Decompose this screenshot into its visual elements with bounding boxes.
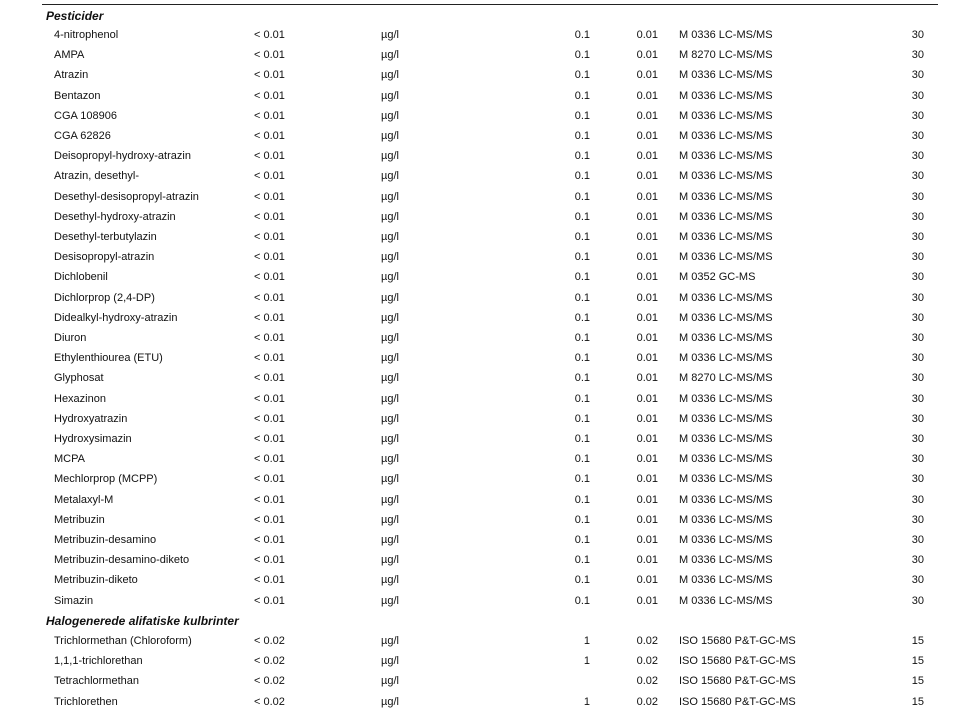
method: M 0336 LC-MS/MS — [679, 251, 773, 264]
count: 30 — [911, 170, 924, 183]
count: 30 — [911, 29, 924, 41]
count: 30 — [911, 473, 924, 486]
detection-limit: 0.01 — [636, 190, 658, 203]
method: M 0336 LC-MS/MS — [679, 534, 773, 546]
table-row — [0, 288, 976, 308]
result-value: < 0.01 — [254, 433, 285, 445]
count: 30 — [911, 433, 924, 445]
table-row — [0, 671, 976, 691]
method: M 0336 LC-MS/MS — [679, 473, 773, 486]
method: ISO 15680 P&T-GC-MS — [679, 655, 796, 668]
limit-value: 0.1 — [574, 49, 590, 62]
detection-limit: 0.01 — [636, 271, 658, 284]
result-value: < 0.01 — [254, 534, 285, 546]
analyte-name: CGA 62826 — [54, 130, 111, 142]
detection-limit: 0.01 — [636, 311, 658, 324]
result-value: < 0.01 — [254, 473, 285, 486]
unit: µg/l — [381, 251, 399, 264]
limit-value: 0.1 — [574, 493, 590, 506]
method: M 0336 LC-MS/MS — [679, 493, 773, 506]
unit: µg/l — [381, 635, 399, 647]
detection-limit: 0.01 — [636, 534, 658, 546]
method: ISO 15680 P&T-GC-MS — [679, 675, 796, 688]
limit-value: 0.1 — [574, 109, 590, 122]
method: M 0336 LC-MS/MS — [679, 332, 773, 344]
count: 30 — [911, 554, 924, 567]
result-value: < 0.01 — [254, 392, 285, 405]
limit-value: 0.1 — [574, 574, 590, 587]
method: M 0336 LC-MS/MS — [679, 594, 773, 607]
detection-limit: 0.01 — [636, 372, 658, 385]
result-value: < 0.01 — [254, 190, 285, 203]
limit-value: 0.1 — [574, 554, 590, 567]
analyte-name: Didealkyl-hydroxy-atrazin — [54, 311, 178, 324]
method: M 0336 LC-MS/MS — [679, 69, 773, 82]
unit: µg/l — [381, 352, 399, 365]
count: 30 — [911, 513, 924, 526]
count: 15 — [911, 695, 924, 708]
table-row — [0, 65, 976, 85]
method: M 0336 LC-MS/MS — [679, 311, 773, 324]
analyte-name: Dichlorprop (2,4-DP) — [54, 291, 155, 304]
table-row — [0, 469, 976, 489]
count: 15 — [911, 655, 924, 668]
method: M 0336 LC-MS/MS — [679, 554, 773, 567]
detection-limit: 0.01 — [636, 473, 658, 486]
table-row — [0, 45, 976, 65]
result-value: < 0.01 — [254, 210, 285, 223]
result-value: < 0.01 — [254, 493, 285, 506]
analyte-name: Desethyl-hydroxy-atrazin — [54, 210, 176, 223]
result-value: < 0.01 — [254, 372, 285, 385]
method: M 0336 LC-MS/MS — [679, 89, 773, 102]
detection-limit: 0.02 — [636, 655, 658, 668]
unit: µg/l — [381, 655, 399, 668]
limit-value: 0.1 — [574, 190, 590, 203]
count: 30 — [911, 89, 924, 102]
result-value: < 0.01 — [254, 251, 285, 264]
table-row — [0, 530, 976, 550]
method: M 0336 LC-MS/MS — [679, 352, 773, 365]
limit-value: 0.1 — [574, 534, 590, 546]
analyte-name: Metribuzin-desamino-diketo — [54, 554, 190, 567]
unit: µg/l — [381, 150, 399, 163]
detection-limit: 0.02 — [636, 675, 658, 688]
detection-limit: 0.02 — [636, 635, 658, 647]
count: 15 — [911, 635, 924, 647]
result-value: < 0.01 — [254, 89, 285, 102]
result-value: < 0.01 — [254, 574, 285, 587]
result-value: < 0.02 — [254, 635, 285, 647]
unit: µg/l — [381, 49, 399, 62]
unit: µg/l — [381, 130, 399, 142]
result-value: < 0.02 — [254, 655, 285, 668]
analyte-name: Simazin — [54, 594, 94, 607]
count: 30 — [911, 251, 924, 264]
count: 30 — [911, 372, 924, 385]
limit-value: 1 — [583, 695, 590, 708]
count: 15 — [911, 675, 924, 688]
analyte-name: Desethyl-desisopropyl-atrazin — [54, 190, 199, 203]
table-row — [0, 267, 976, 287]
method: M 0352 GC-MS — [679, 271, 756, 284]
result-value: < 0.01 — [254, 554, 285, 567]
analyte-name: AMPA — [54, 49, 85, 62]
table-row — [0, 166, 976, 186]
unit: µg/l — [381, 291, 399, 304]
analyte-name: Bentazon — [54, 89, 101, 102]
detection-limit: 0.01 — [636, 251, 658, 264]
detection-limit: 0.01 — [636, 352, 658, 365]
unit: µg/l — [381, 332, 399, 344]
unit: µg/l — [381, 89, 399, 102]
unit: µg/l — [381, 513, 399, 526]
limit-value: 0.1 — [574, 291, 590, 304]
result-value: < 0.01 — [254, 412, 285, 425]
unit: µg/l — [381, 311, 399, 324]
table-row — [0, 591, 976, 611]
detection-limit: 0.01 — [636, 412, 658, 425]
unit: µg/l — [381, 29, 399, 41]
detection-limit: 0.01 — [636, 433, 658, 445]
count: 30 — [911, 190, 924, 203]
table-row — [0, 106, 976, 126]
analyte-name: Ethylenthiourea (ETU) — [54, 352, 163, 365]
result-value: < 0.01 — [254, 130, 285, 142]
detection-limit: 0.01 — [636, 69, 658, 82]
analyte-name: Atrazin — [54, 69, 89, 82]
table-row — [0, 126, 976, 146]
limit-value: 1 — [583, 655, 590, 668]
result-value: < 0.01 — [254, 49, 285, 62]
analyte-name: Hydroxyatrazin — [54, 412, 128, 425]
section-title: Pesticider — [46, 9, 104, 23]
table-row — [0, 187, 976, 207]
method: ISO 15680 P&T-GC-MS — [679, 695, 796, 708]
count: 30 — [911, 534, 924, 546]
table-row — [0, 227, 976, 247]
unit: µg/l — [381, 412, 399, 425]
method: M 0336 LC-MS/MS — [679, 433, 773, 445]
count: 30 — [911, 69, 924, 82]
count: 30 — [911, 150, 924, 163]
count: 30 — [911, 130, 924, 142]
detection-limit: 0.01 — [636, 392, 658, 405]
limit-value: 0.1 — [574, 130, 590, 142]
method: M 0336 LC-MS/MS — [679, 150, 773, 163]
unit: µg/l — [381, 210, 399, 223]
detection-limit: 0.01 — [636, 513, 658, 526]
table-row — [0, 308, 976, 328]
detection-limit: 0.01 — [636, 49, 658, 62]
result-value: < 0.01 — [254, 69, 285, 82]
count: 30 — [911, 49, 924, 62]
limit-value: 0.1 — [574, 29, 590, 41]
method: M 0336 LC-MS/MS — [679, 170, 773, 183]
result-value: < 0.02 — [254, 675, 285, 688]
limit-value: 0.1 — [574, 412, 590, 425]
table-row — [0, 429, 976, 449]
analyte-name: Mechlorprop (MCPP) — [54, 473, 158, 486]
table-row — [0, 368, 976, 388]
unit: µg/l — [381, 190, 399, 203]
table-row — [0, 207, 976, 227]
table-row — [0, 490, 976, 510]
method: M 0336 LC-MS/MS — [679, 109, 773, 122]
limit-value: 0.1 — [574, 170, 590, 183]
result-value: < 0.01 — [254, 109, 285, 122]
table-row — [0, 651, 976, 671]
count: 30 — [911, 271, 924, 284]
unit: µg/l — [381, 695, 399, 708]
analyte-name: Desisopropyl-atrazin — [54, 251, 155, 264]
limit-value: 0.1 — [574, 332, 590, 344]
method: M 0336 LC-MS/MS — [679, 513, 773, 526]
limit-value: 0.1 — [574, 594, 590, 607]
unit: µg/l — [381, 473, 399, 486]
detection-limit: 0.01 — [636, 493, 658, 506]
result-value: < 0.01 — [254, 332, 285, 344]
limit-value: 0.1 — [574, 433, 590, 445]
method: M 0336 LC-MS/MS — [679, 291, 773, 304]
unit: µg/l — [381, 493, 399, 506]
count: 30 — [911, 109, 924, 122]
count: 30 — [911, 352, 924, 365]
result-value: < 0.01 — [254, 453, 285, 466]
table-row — [0, 146, 976, 166]
detection-limit: 0.01 — [636, 29, 658, 41]
result-value: < 0.01 — [254, 231, 285, 243]
analyte-name: MCPA — [54, 453, 85, 466]
analyte-name: Atrazin, desethyl- — [54, 170, 139, 183]
table-row — [0, 389, 976, 409]
table-row — [0, 25, 976, 45]
detection-limit: 0.01 — [636, 332, 658, 344]
unit: µg/l — [381, 392, 399, 405]
count: 30 — [911, 392, 924, 405]
analyte-name: Deisopropyl-hydroxy-atrazin — [54, 150, 191, 163]
unit: µg/l — [381, 109, 399, 122]
detection-limit: 0.01 — [636, 170, 658, 183]
method: M 0336 LC-MS/MS — [679, 392, 773, 405]
analyte-name: CGA 108906 — [54, 109, 117, 122]
analyte-name: 1,1,1-trichlorethan — [54, 655, 143, 668]
detection-limit: 0.01 — [636, 150, 658, 163]
limit-value: 0.1 — [574, 210, 590, 223]
analyte-name: Metribuzin — [54, 513, 105, 526]
unit: µg/l — [381, 170, 399, 183]
method: M 0336 LC-MS/MS — [679, 29, 773, 41]
limit-value: 0.1 — [574, 231, 590, 243]
method: M 0336 LC-MS/MS — [679, 190, 773, 203]
limit-value: 1 — [583, 635, 590, 647]
method: ISO 15680 P&T-GC-MS — [679, 635, 796, 647]
analyte-name: Glyphosat — [54, 372, 104, 385]
table-row — [0, 409, 976, 429]
method: M 0336 LC-MS/MS — [679, 574, 773, 587]
table-row — [0, 692, 976, 712]
unit: µg/l — [381, 372, 399, 385]
method: M 8270 LC-MS/MS — [679, 49, 773, 62]
unit: µg/l — [381, 453, 399, 466]
limit-value: 0.1 — [574, 372, 590, 385]
limit-value: 0.1 — [574, 473, 590, 486]
unit: µg/l — [381, 69, 399, 82]
limit-value: 0.1 — [574, 89, 590, 102]
unit: µg/l — [381, 594, 399, 607]
limit-value: 0.1 — [574, 453, 590, 466]
limit-value: 0.1 — [574, 311, 590, 324]
limit-value: 0.1 — [574, 392, 590, 405]
count: 30 — [911, 291, 924, 304]
detection-limit: 0.01 — [636, 594, 658, 607]
unit: µg/l — [381, 231, 399, 243]
detection-limit: 0.01 — [636, 210, 658, 223]
analyte-name: Diuron — [54, 332, 87, 344]
detection-limit: 0.01 — [636, 554, 658, 567]
method: M 0336 LC-MS/MS — [679, 130, 773, 142]
count: 30 — [911, 493, 924, 506]
limit-value: 0.1 — [574, 271, 590, 284]
table-row — [0, 631, 976, 651]
limit-value: 0.1 — [574, 352, 590, 365]
count: 30 — [911, 412, 924, 425]
detection-limit: 0.01 — [636, 291, 658, 304]
result-value: < 0.01 — [254, 291, 285, 304]
result-value: < 0.01 — [254, 311, 285, 324]
unit: µg/l — [381, 675, 399, 688]
detection-limit: 0.01 — [636, 89, 658, 102]
detection-limit: 0.01 — [636, 109, 658, 122]
count: 30 — [911, 332, 924, 344]
result-value: < 0.01 — [254, 150, 285, 163]
analyte-name: Trichlorethen — [54, 695, 118, 708]
table-row — [0, 570, 976, 590]
count: 30 — [911, 231, 924, 243]
result-value: < 0.01 — [254, 352, 285, 365]
method: M 8270 LC-MS/MS — [679, 372, 773, 385]
count: 30 — [911, 311, 924, 324]
analyte-name: Metribuzin-desamino — [54, 534, 157, 546]
analyte-name: Metribuzin-diketo — [54, 574, 138, 587]
table-row — [0, 247, 976, 267]
table-row — [0, 328, 976, 348]
detection-limit: 0.01 — [636, 574, 658, 587]
count: 30 — [911, 453, 924, 466]
unit: µg/l — [381, 433, 399, 445]
unit: µg/l — [381, 554, 399, 567]
limit-value: 0.1 — [574, 69, 590, 82]
analyte-name: Dichlobenil — [54, 271, 108, 284]
table-row — [0, 348, 976, 368]
detection-limit: 0.01 — [636, 130, 658, 142]
limit-value: 0.1 — [574, 150, 590, 163]
method: M 0336 LC-MS/MS — [679, 210, 773, 223]
detection-limit: 0.02 — [636, 695, 658, 708]
method: M 0336 LC-MS/MS — [679, 231, 773, 243]
analyte-name: Desethyl-terbutylazin — [54, 231, 157, 243]
analyte-name: Trichlormethan (Chloroform) — [54, 635, 192, 647]
count: 30 — [911, 210, 924, 223]
top-rule — [42, 4, 938, 5]
table-row — [0, 510, 976, 530]
limit-value: 0.1 — [574, 251, 590, 264]
result-value: < 0.01 — [254, 170, 285, 183]
method: M 0336 LC-MS/MS — [679, 453, 773, 466]
result-value: < 0.01 — [254, 513, 285, 526]
result-value: < 0.01 — [254, 29, 285, 41]
detection-limit: 0.01 — [636, 231, 658, 243]
analyte-name: Metalaxyl-M — [54, 493, 114, 506]
table-row — [0, 86, 976, 106]
method: M 0336 LC-MS/MS — [679, 412, 773, 425]
analyte-name: 4-nitrophenol — [54, 29, 119, 41]
table-row — [0, 449, 976, 469]
detection-limit: 0.01 — [636, 453, 658, 466]
count: 30 — [911, 594, 924, 607]
result-value: < 0.01 — [254, 594, 285, 607]
unit: µg/l — [381, 271, 399, 284]
limit-value: 0.1 — [574, 513, 590, 526]
count: 30 — [911, 574, 924, 587]
unit: µg/l — [381, 574, 399, 587]
analyte-name: Tetrachlormethan — [54, 675, 139, 688]
analyte-name: Hexazinon — [54, 392, 106, 405]
analyte-name: Hydroxysimazin — [54, 433, 132, 445]
unit: µg/l — [381, 534, 399, 546]
result-value: < 0.01 — [254, 271, 285, 284]
result-value: < 0.02 — [254, 695, 285, 708]
table-row — [0, 550, 976, 570]
section-title: Halogenerede alifatiske kulbrinter — [46, 614, 239, 628]
